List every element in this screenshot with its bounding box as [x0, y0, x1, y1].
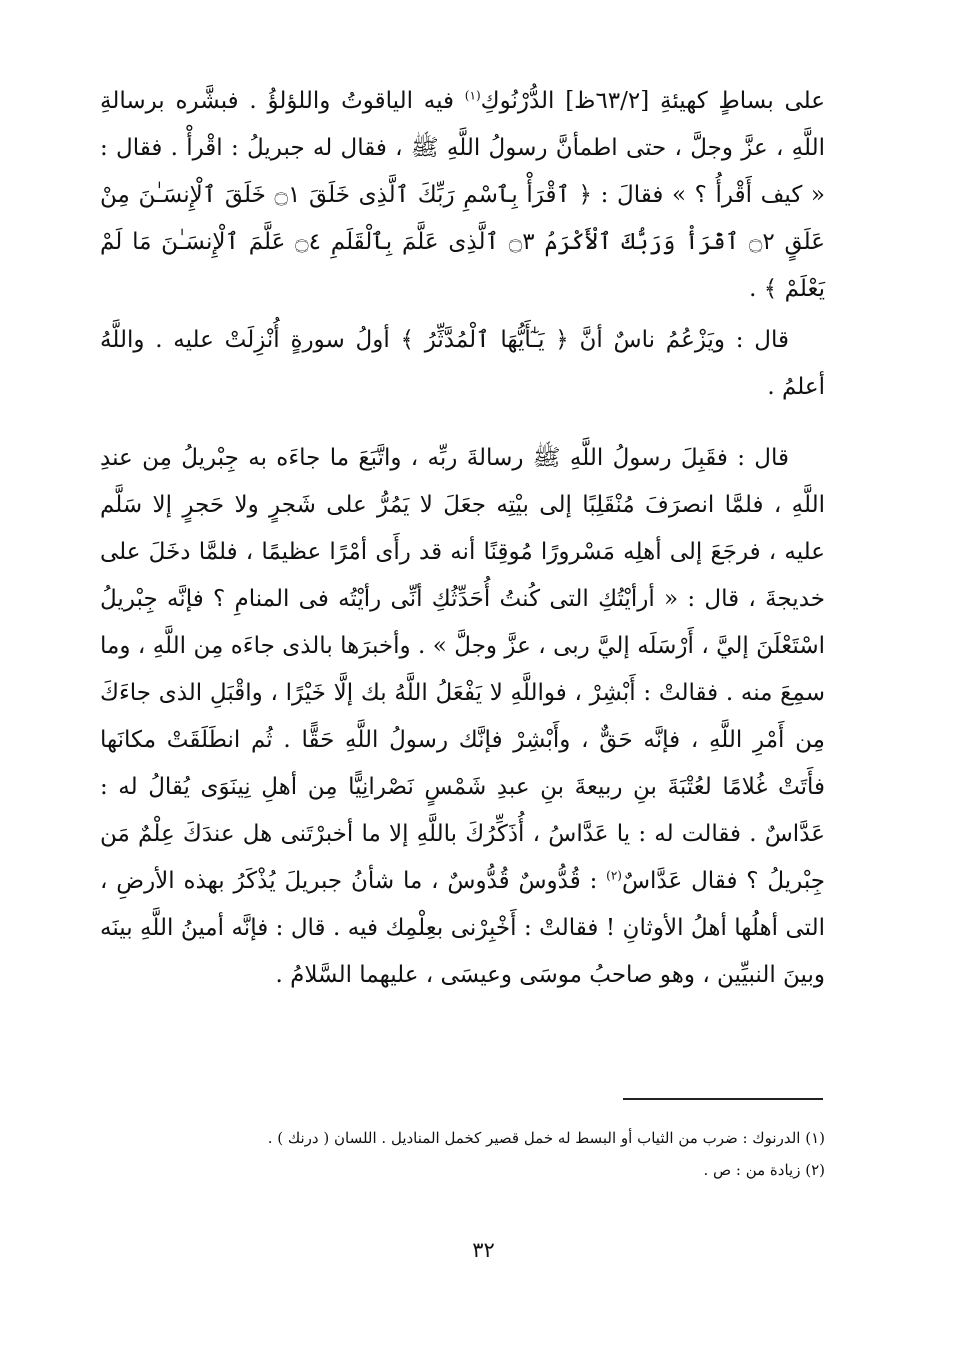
- footnote-2: (٢) زيادة من : ص .: [703, 1161, 825, 1179]
- paragraph-3-start: قال : فقَبِلَ رسولُ اللَّهِ ﷺ رسالةَ ربِّه ، واتَّبَعَ ما جاءَه به جِبْريلُ مِن عندِ اللَّهِ ، فلمَّا انصرَفَ مُنْقَلِبًا إلى بيْتِه جعَلَ لا يَمُرُّ على شَجرٍ ولا حَجرٍ إلا سَلَّم عليه ، فرجَعَ إلى أهلِه مَسْرورًا مُوقِنًا أنه قد رأَى أمْرًا عظيمًا ، فلمَّا دخَلَ على خديجةَ ، قال : « أرأيْتُكِ التى كُنتُ أُحَدِّثُكِ أنِّى رأيْتُه فى المنامِ ؟ فإنَّه جِبْريلُ اسْتَعْلَنَ إليَّ ، أَرْسَلَه إليَّ ربى ، عزَّ وجلَّ » . وأخبرَها بالذى جاءَه مِن اللَّهِ ، وما سمِعَ منه . فقالتْ : أَبْشِرْ ، فواللَّهِ لا يَفْعَلُ اللَّهُ بك إلَّا خَيْرًا ، واقْبَلِ الذى جاءَكَ مِن أَمْرِ اللَّهِ ، فإنَّه حَقٌّ ، وأَبْشِرْ فإنَّك رسولُ اللَّهِ حَقًّا . ثُم انطَلَقَتْ مكانَها فأَتَتْ غُلامًا لعُتْبَةَ بنِ ربيعةَ بنِ عبدِ شَمْسٍ نَصْرانِيًّا مِن أهلِ نِينَوَى يُقالُ له : عَدَّاسٌ . فقالت له : يا عَدَّاسُ ، أُذَكِّرُكَ باللَّهِ إلا ما أخبرْتَنى هل عندَكَ عِلْمٌ مَن جِبْريلُ ؟ فقال عَدَّاسٌ: [100, 445, 825, 894]
- footnote-1: (١) الدرنوك : ضرب من الثياب أو البسط له خمل قصير كخمل المناديل . اللسان ( درنك ) .: [267, 1129, 825, 1147]
- paragraph-2: قال : ويَزْعُمُ ناسٌ أنَّ ﴿ يَـٰٓأَيُّهَا ٱلْمُدَّثِّرُ ﴾ أولُ سورةٍ أُنْزِلَتْ عليه . واللَّهُ أعلمُ .: [100, 327, 825, 400]
- footnote-divider: [623, 1098, 823, 1100]
- paragraph-3-rest: : قُدُّوسٌ قُدُّوسٌ ، ما شأنُ جبريلَ يُذْكَرُ بهذه الأرضِ ، التى أهلُها أهلُ الأوثانِ ! فقالتْ : أَخْبِرْنى بعِلْمِك فيه . قال : فإنَّه أمينُ اللَّهِ بينَه وبينَ النبيِّين ، وهو صاحبُ موسَى وعيسَى ، عليهما السَّلامُ .: [100, 868, 825, 988]
- main-text: [100, 78, 825, 999]
- footnote-ref-2[interactable]: (٢): [606, 868, 622, 883]
- paragraph-3: [100, 435, 825, 999]
- paragraph-1-rest: فيه الياقوتُ واللؤلؤُ . فبشَّره برسالةِ اللَّهِ ، عزَّ وجلَّ ، حتى اطمأنَّ رسولُ اللَّهِ ﷺ ، فقال له جبريلُ : اقْرأْ . فقال : « كيف أَقْرأُ ؟ » فقالَ : ﴿ ٱقْرَأْ بِٱسْمِ رَبِّكَ ٱلَّذِى خَلَقَ ۝١ خَلَقَ ٱلْإِنسَـٰنَ مِنْ عَلَقٍ ۝٢ ٱقْرَأْ وَرَبُّكَ ٱلْأَكْرَمُ ۝٣ ٱلَّذِى عَلَّمَ بِٱلْقَلَمِ ۝٤ عَلَّمَ ٱلْإِنسَـٰنَ مَا لَمْ يَعْلَمْ ﴾ .: [100, 88, 825, 302]
- footnote-ref-1[interactable]: (١): [464, 88, 481, 103]
- footnotes: [100, 1122, 825, 1186]
- paragraph-1-start: على بساطٍ كهيئةِ [٦٣/٢ظ] الدُّرْنُوكِ: [480, 88, 825, 114]
- page-number: ٣٢: [472, 1238, 495, 1262]
- paragraph-1: [100, 78, 825, 313]
